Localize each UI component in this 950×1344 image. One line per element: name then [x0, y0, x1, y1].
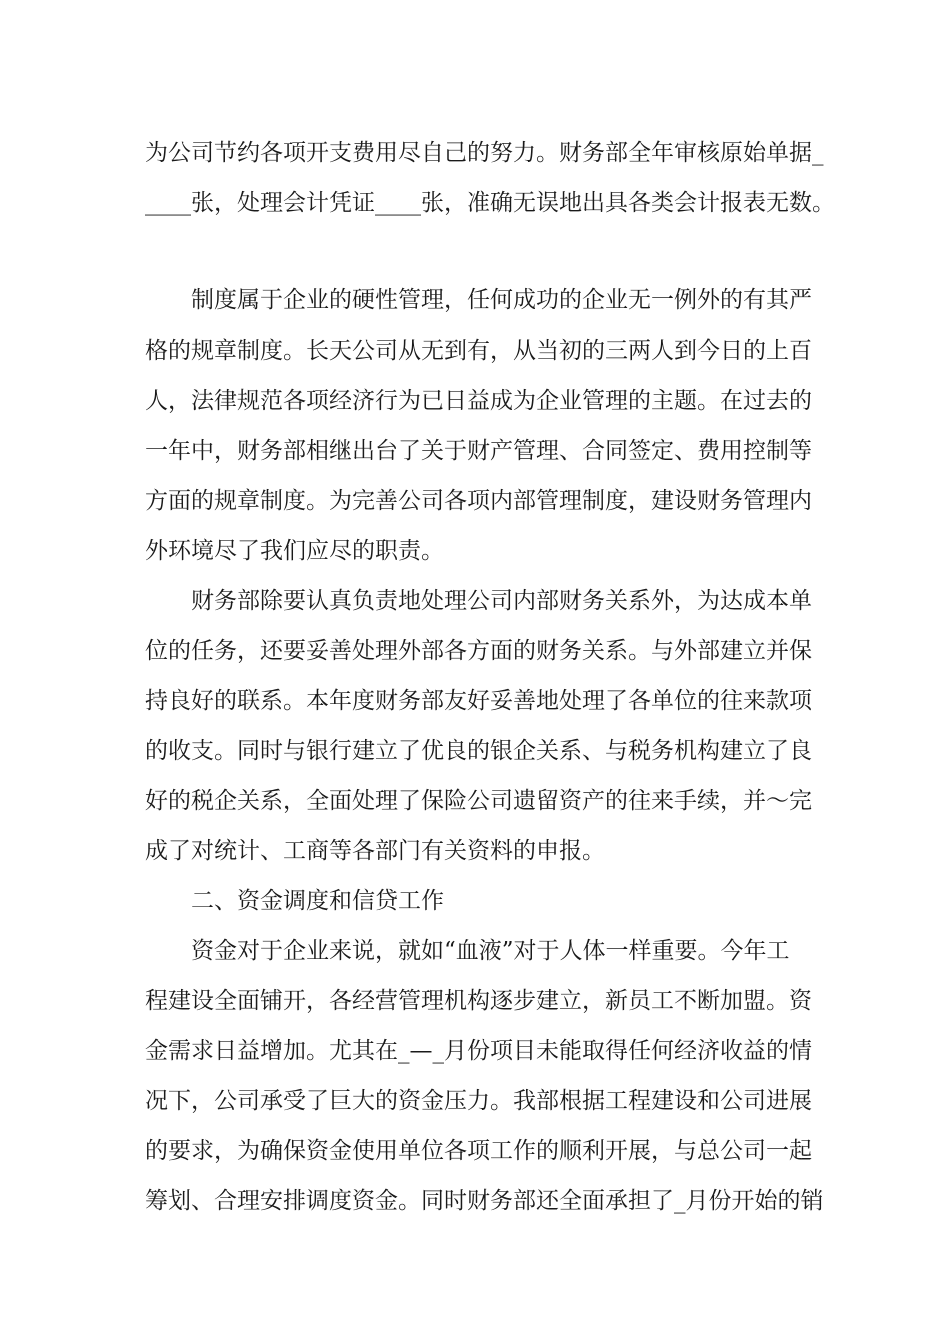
paragraph-4-line-2: 程建设全面铺开，各经营管理机构逐步建立，新员工不断加盟。资	[145, 988, 812, 1014]
paragraph-3-line-4: 的收支。同时与银行建立了优良的银企关系、与税务机构建立了良	[145, 738, 812, 764]
paragraph-3-line-3: 持良好的联系。本年度财务部友好妥善地处理了各单位的往来款项	[145, 688, 812, 714]
paragraph-3-line-2: 位的任务，还要妥善处理外部各方面的财务关系。与外部建立并保	[145, 638, 812, 664]
paragraph-2-line-1: 制度属于企业的硬性管理，任何成功的企业无一例外的有其严	[145, 287, 812, 313]
paragraph-4-line-6: 筹划、合理安排调度资金。同时财务部还全面承担了_月份开始的销	[145, 1188, 824, 1214]
paragraph-2-line-5: 方面的规章制度。为完善公司各项内部管理制度，建设财务管理内	[145, 488, 812, 514]
paragraph-4-line-5: 的要求，为确保资金使用单位各项工作的顺利开展，与总公司一起	[145, 1138, 812, 1164]
paragraph-2-line-6: 外环境尽了我们应尽的职责。	[145, 538, 444, 564]
paragraph-4-line-1: 资金对于企业来说，就如“血液”对于人体一样重要。今年工	[145, 938, 790, 964]
paragraph-3-line-1: 财务部除要认真负责地处理公司内部财务关系外，为达成本单	[145, 588, 812, 614]
section-heading: 二、资金调度和信贷工作	[145, 888, 444, 914]
paragraph-1-line-2: ____张，处理会计凭证____张，准确无误地出具各类会计报表无数。	[145, 190, 835, 216]
paragraph-4-line-4: 况下，公司承受了巨大的资金压力。我部根据工程建设和公司进展	[145, 1088, 812, 1114]
paragraph-3-line-6: 成了对统计、工商等各部门有关资料的申报。	[145, 838, 605, 864]
paragraph-2-line-2: 格的规章制度。长天公司从无到有，从当初的三两人到今日的上百	[145, 338, 812, 364]
paragraph-2-line-3: 人，法律规范各项经济行为已日益成为企业管理的主题。在过去的	[145, 388, 812, 414]
paragraph-3-line-5: 好的税企关系，全面处理了保险公司遗留资产的往来手续，并～完	[145, 788, 812, 814]
paragraph-4-line-3: 金需求日益增加。尤其在_—_月份项目未能取得任何经济收益的情	[145, 1038, 812, 1064]
paragraph-1-line-1: 为公司节约各项开支费用尽自己的努力。财务部全年审核原始单据_	[145, 140, 824, 166]
paragraph-2-line-4: 一年中，财务部相继出台了关于财产管理、合同签定、费用控制等	[145, 438, 812, 464]
